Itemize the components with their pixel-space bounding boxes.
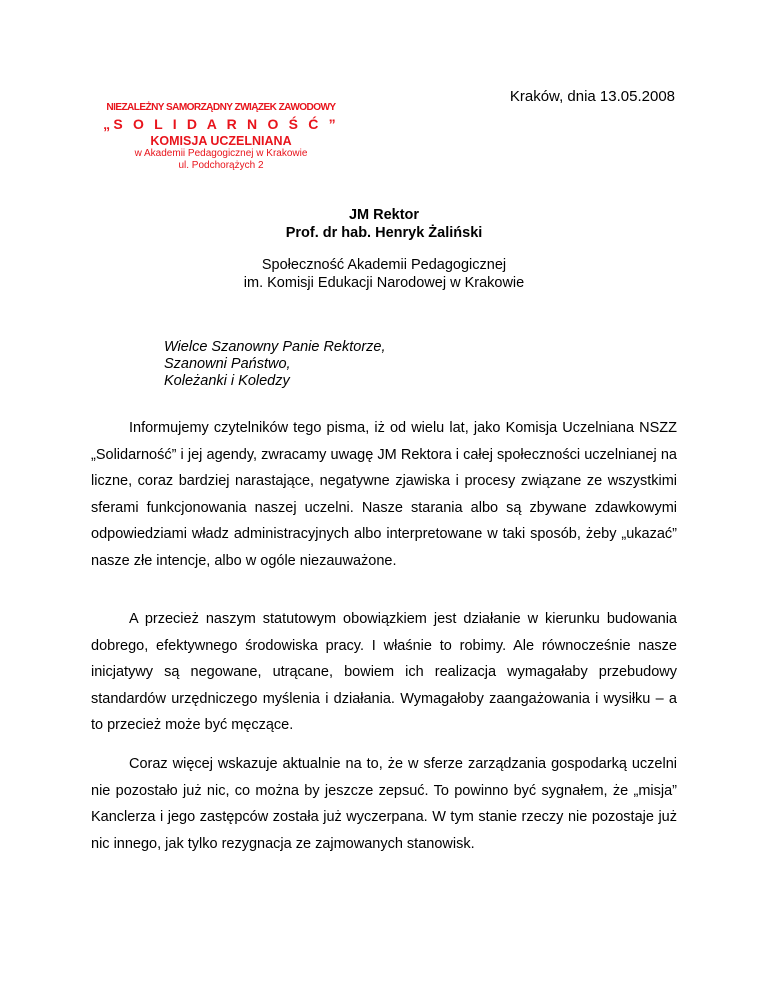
recipient-name: Prof. dr hab. Henryk Żaliński [285,225,483,241]
salutation-line2: Szanowni Państwo, [164,356,291,372]
letter-date: Kraków, dnia 13.05.2008 [509,88,675,105]
recipient-title: JM Rektor [348,207,420,223]
body-paragraph-1-text: Informujemy czytelników tego pisma, iż od wielu lat, jako Komisja Uczelniana NSZZ „Solidarność” i jej agendy, zwracamy uwagę JM Rektora i całej społeczności uczelnianej na liczne, coraz bardziej narastające, negatywne zjawiska i procesy związane ze wszystkimi sferami funkcjonowania naszej uczelni. Nasze starania albo są zbywane zdawkowymi odpowiedziami władz administracyjnych albo interpretowane w taki sposób, żeby „ukazać” nasze złe intencje, albo w ogóle niezauważone. [91,420,677,569]
salutation [164,339,386,390]
body-paragraph-3 [91,751,677,857]
recipient-community [0,256,768,292]
union-letterhead [98,101,344,172]
recipient-rector [0,206,768,242]
body-paragraph-1 [91,415,677,574]
body-paragraph-3-text: Coraz więcej wskazuje aktualnie na to, że w sferze zarządzania gospodarką uczelni nie pozostało już nic, co można by jeszcze zepsuć. To powinno być sygnałem, że „misja” Kanclerza i jego zastępców została już wyczerpana. W tym stanie rzeczy nie pozostaje już nic innego, jak tylko rezygnacja ze zajmowanych stanowisk. [91,756,677,852]
recipient-community-line1: Społeczność Akademii Pedagogicznej [261,257,507,273]
union-address: ul. Podchorążych 2 [178,160,264,171]
body-paragraph-2-text: A przecież naszym statutowym obowiązkiem jest działanie w kierunku budowania dobrego, efektywnego środowiska pracy. I właśnie to robimy. Ale równocześnie nasze inicjatywy są negowane, utrącane, bowiem ich realizacja wymagałaby przebudowy standardów urzędniczego myślenia i działania. Wymagałoby zaangażowania i wysiłku – a to przecież może być męczące. [91,611,677,733]
salutation-line1: Wielce Szanowny Panie Rektorze, [164,339,386,355]
union-commission: KOMISJA UCZELNIANA [150,134,292,148]
salutation-line3: Koleżanki i Koledzy [164,373,290,389]
union-name: NIEZALEŻNY SAMORZĄDNY ZWIĄZEK ZAWODOWY [106,101,336,113]
union-institution: w Akademii Pedagogicznej w Krakowie [134,148,308,159]
union-solidarnosc-logo: „S O L I D A R N O Ś Ć ” [103,116,339,132]
body-paragraph-2 [91,606,677,739]
recipient-community-line2: im. Komisji Edukacji Narodowej w Krakowie [243,275,525,291]
